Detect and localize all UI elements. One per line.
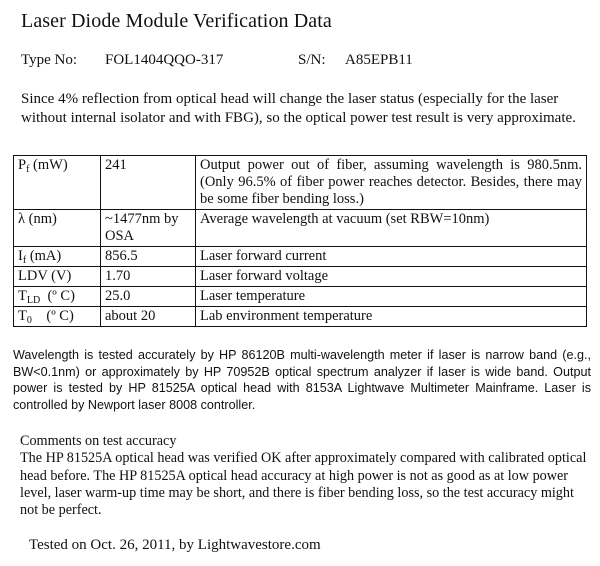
type-number-label: Type No: bbox=[21, 52, 78, 68]
document-title: Laser Diode Module Verification Data bbox=[21, 10, 332, 32]
value-cell: about 20 bbox=[101, 307, 196, 327]
description-cell: Laser forward voltage bbox=[196, 267, 587, 287]
table-row bbox=[14, 267, 587, 287]
tested-on-line: Tested on Oct. 26, 2011, by Lightwavestore.com bbox=[29, 537, 321, 553]
param-cell: $T_0$ (º C) bbox=[14, 307, 101, 327]
serial-number-value: A85EPB11 bbox=[345, 52, 413, 68]
comments-section bbox=[20, 433, 588, 519]
table-row bbox=[14, 156, 587, 210]
value-cell: 1.70 bbox=[101, 267, 196, 287]
table-row bbox=[14, 287, 587, 307]
param-cell: LDV (V) bbox=[14, 267, 101, 287]
serial-number-label: S/N: bbox=[298, 52, 326, 68]
value-cell: ~1477nm by OSA bbox=[101, 210, 196, 247]
table-row bbox=[14, 210, 587, 247]
description-cell: Output power out of fiber, assuming wavelength is 980.5nm. (Only 96.5% of fiber power reaches detector. Besides, there may be some fiber bending loss.) bbox=[196, 156, 587, 210]
description-cell: Laser forward current bbox=[196, 247, 587, 267]
value-cell: 856.5 bbox=[101, 247, 196, 267]
value-cell: 25.0 bbox=[101, 287, 196, 307]
comments-heading: Comments on test accuracy bbox=[20, 433, 177, 449]
table-row bbox=[14, 307, 587, 327]
description-cell: Average wavelength at vacuum (set RBW=10nm) bbox=[196, 210, 587, 247]
param-cell: λ (nm) bbox=[14, 210, 101, 247]
value-cell: 241 bbox=[101, 156, 196, 210]
intro-paragraph: Since 4% reflection from optical head will change the laser status (especially for the laser without internal isolator and with FBG), so the optical power test result is very approximate. bbox=[21, 91, 576, 126]
param-cell: $T_{LD}$ (º C) bbox=[14, 287, 101, 307]
method-note: Wavelength is tested accurately by HP 86120B multi-wavelength meter if laser is narrow band (e.g., BW<0.1nm) or approximately by HP 70952B optical spectrum analyzer if laser is wide band. Output power is tested by HP 81525A optical head with 8153A Lightwave Multimeter Mainframe. Laser is controlled by Newport laser 8008 controller. bbox=[13, 348, 591, 412]
type-number-value: FOL1404QQO-317 bbox=[105, 52, 224, 68]
param-cell: $I_f$ (mA) bbox=[14, 247, 101, 267]
description-cell: Lab environment temperature bbox=[196, 307, 587, 327]
spec-table bbox=[13, 155, 587, 327]
table-row bbox=[14, 247, 587, 267]
comments-body: The HP 81525A optical head was verified OK after approximately compared with calibrated optical head before. The HP 81525A optical head accuracy at high power is not as good as at low power level, laser warm-up time may be short, and there is fiber bending loss, so the test accuracy might not be perfect. bbox=[20, 450, 587, 519]
param-cell: $P_f$ (mW) bbox=[14, 156, 101, 210]
description-cell: Laser temperature bbox=[196, 287, 587, 307]
